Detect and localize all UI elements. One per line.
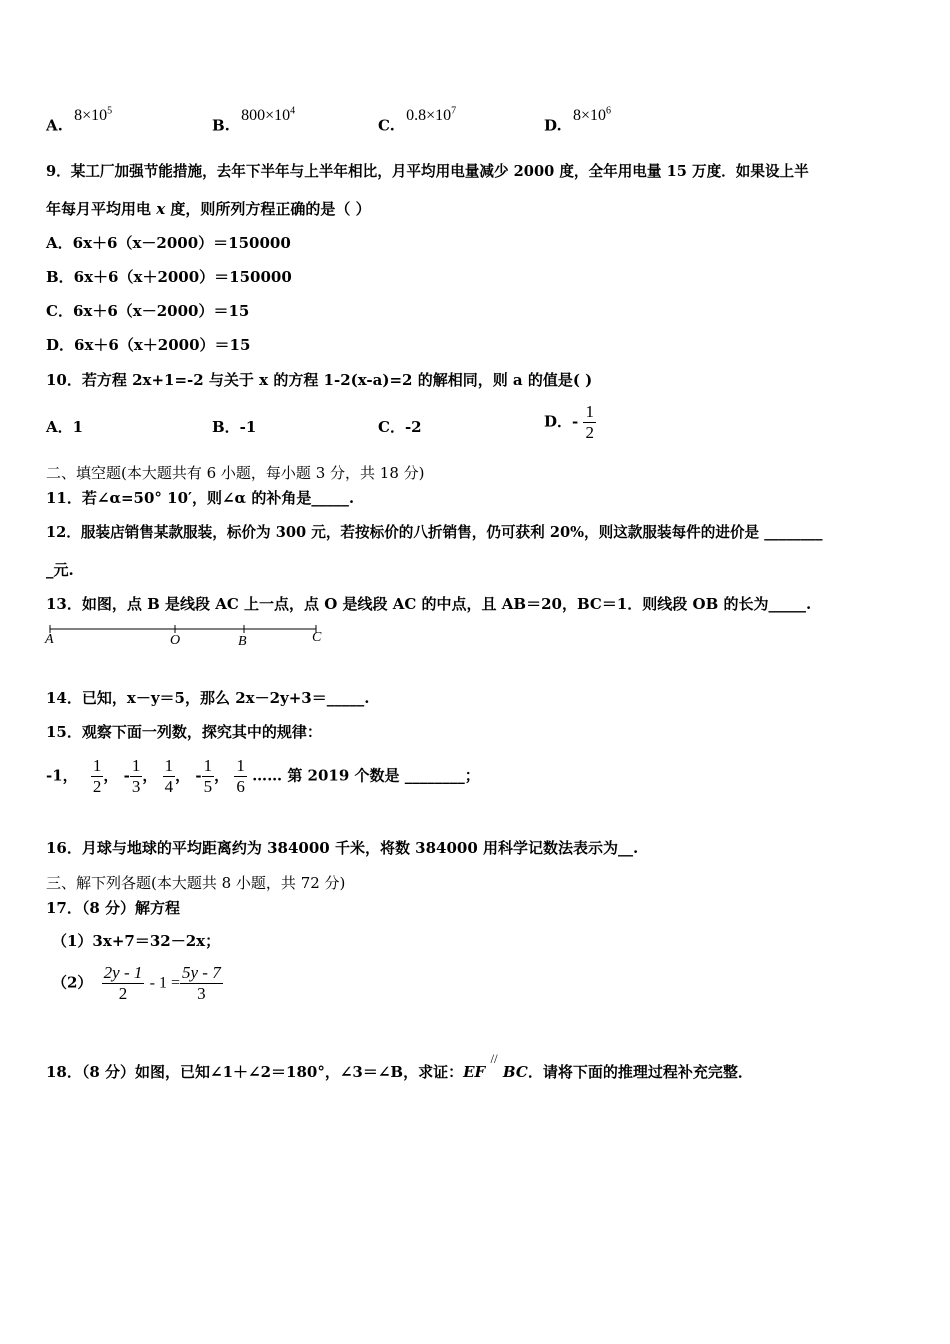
q10-option-b: B．-1 xyxy=(212,418,257,436)
q9-option-b: B．6x＋6（x＋2000）＝150000 xyxy=(46,268,292,286)
q16: 16．月球与地球的平均距离约为 384000 千米，将数 384000 用科学记数法表示为__. xyxy=(46,839,639,857)
q10-option-d-fraction: $\frac{1}{2}$ xyxy=(585,402,594,442)
label-c: C xyxy=(312,630,322,645)
q17-title: 17．（8 分）解方程 xyxy=(46,899,181,917)
q15-stem: 15．观察下面一列数，探究其中的规律： xyxy=(46,723,322,741)
q18: 18．（8 分）如图，已知∠1＋∠2＝180°，∠3＝∠B，求证：EF // BC．请将下面的推理过程补充完整． xyxy=(46,1051,753,1081)
q13-segment-figure xyxy=(44,620,334,650)
q17-left-fraction: $\frac{2y - 1}{2}$ xyxy=(103,963,143,1003)
q9-option-a: A．6x＋6（x－2000）＝150000 xyxy=(46,234,291,252)
q12-line1: 12．服装店销售某款服装，标价为 300 元，若按标价的八折销售，仍可获利 20%，则这款服装每件的进价是 ________ xyxy=(46,524,823,541)
q17-part1: （1）3x+7＝32－2x； xyxy=(52,932,221,950)
seq-frac-2: $\frac{1}{3}$ xyxy=(131,756,141,796)
q17-right-fraction: $\frac{5y - 7}{3}$ xyxy=(181,963,221,1003)
q10-option-c: C．-2 xyxy=(378,418,422,436)
q12-line2: _元. xyxy=(46,561,74,579)
q11: 11．若∠α=50° 10′，则∠α 的补角是_____. xyxy=(46,489,355,507)
q17-part2: （2） $\frac{2y - 1}{2}$ - 1 = $\frac{5y - 7}{3}$ xyxy=(52,963,221,1003)
q9-option-c: C．6x＋6（x－2000）＝15 xyxy=(46,302,250,320)
q14: 14．已知，x－y＝5，那么 2x－2y+3＝_____. xyxy=(46,689,370,707)
seq-tail: …… 第 2019 个数是 ________； xyxy=(252,766,480,785)
label-a: A xyxy=(45,632,54,647)
seq-frac-5: $\frac{1}{6}$ xyxy=(236,756,245,796)
q13: 13．如图，点 B 是线段 AC 上一点，点 O 是线段 AC 的中点，且 AB＝20，BC＝1．则线段 OB 的长为_____. xyxy=(46,595,812,613)
seq-frac-3: $\frac{1}{4}$ xyxy=(164,756,174,796)
q8-option-d: D. $8\times 10^6$ xyxy=(544,106,611,135)
q10-option-a: A．1 xyxy=(46,418,84,436)
q10-stem: 10．若方程 2x+1=-2 与关于 x 的方程 1-2(x-a)=2 的解相同，则 a 的值是( ) xyxy=(46,371,593,389)
seq-frac-4: $\frac{1}{5}$ xyxy=(203,756,213,796)
q9-option-d: D．6x＋6（x＋2000）＝15 xyxy=(46,336,251,354)
seq-first: -1， xyxy=(46,766,78,785)
section3-title: 三、解下列各题(本大题共 8 小题，共 72 分) xyxy=(46,874,346,892)
q9-stem-line2: 年每月平均用电 x 度，则所列方程正确的是（ ） xyxy=(46,200,371,218)
label-b: B xyxy=(238,634,247,649)
q8-option-c: C. $0.8\times 10^7$ xyxy=(378,106,457,135)
seq-frac-1: $\frac{1}{2}$ xyxy=(92,756,102,796)
q8-option-b: B. $800\times 10^4$ xyxy=(212,106,296,135)
q8-option-a: A. $8\times 10^5$ xyxy=(46,106,113,135)
q15-sequence: -1， $\frac{1}{2}$ ， - $\frac{1}{3}$ ， $\frac{1}{4}$ ， - $\frac{1}{5}$ ， $\frac{1}{6}$ …… 第 2019 个数是 ________； xyxy=(46,756,480,796)
section2-title: 二、填空题(本大题共有 6 小题，每小题 3 分，共 18 分) xyxy=(46,464,425,482)
q10-option-d: D．- $\frac{1}{2}$ xyxy=(544,402,594,442)
label-o: O xyxy=(170,633,181,648)
q9-stem-line1: 9．某工厂加强节能措施，去年下半年与上半年相比，月平均用电量减少 2000 度，全年用电量 15 万度．如果设上半 xyxy=(46,163,809,180)
